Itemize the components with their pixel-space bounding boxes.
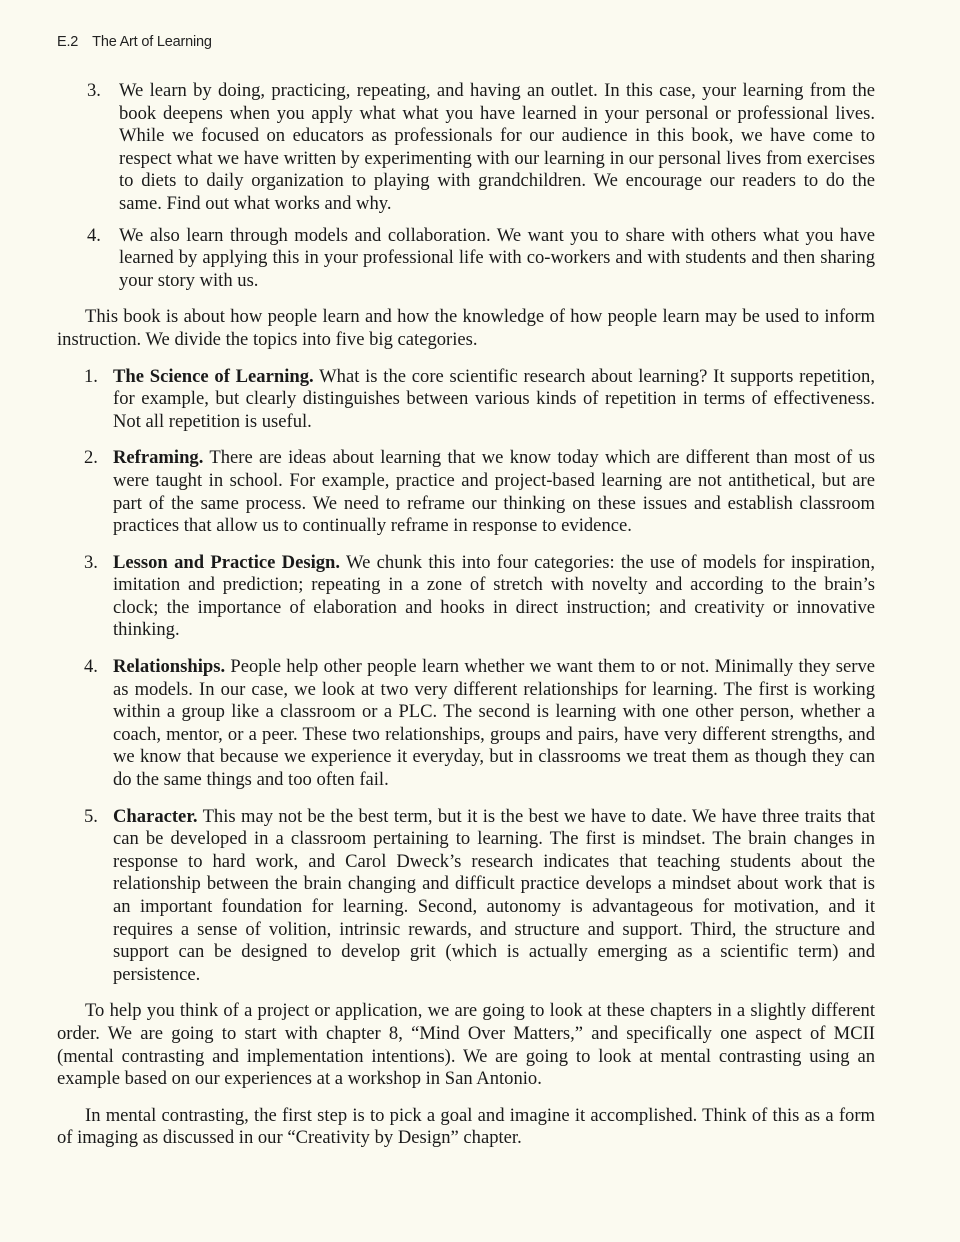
category-term: Character. <box>113 805 198 827</box>
list-item <box>57 656 875 792</box>
category-term: Relationships. <box>113 656 226 678</box>
page-folio: E.2 <box>57 34 79 50</box>
list-number: 1. <box>84 365 98 387</box>
category-term: The Science of Learning. <box>113 365 314 387</box>
running-head <box>57 34 212 50</box>
categories-list <box>57 366 875 987</box>
list-text: We learn by doing, practicing, repeating, and having an outlet. In this case, your learning from the book deepens when you apply what what you have learned in your personal or professional lives. While we focused on educators as professionals for our audience in this book, we have come to respect what we have written by experimenting with our learning in our personal lives from exercises to diets to daily organization to playing with grandchildren. We encourage our readers to do the same. Find out what works and why. <box>119 80 875 214</box>
list-item <box>57 80 875 216</box>
category-term: Lesson and Practice Design. <box>113 551 341 573</box>
list-text: We also learn through models and collaboration. We want you to share with others what you have learned by applying this in your professional life with co-workers and with students and then sharing your story with us. <box>119 224 875 291</box>
category-text: There are ideas about learning that we know today which are different than most of us were taught in school. For example, practice and project-based learning are not antithetical, but are part of the same process. We need to reframe our thinking on these issues and establish classroom practices that allow us to continually reframe in response to evidence. <box>113 447 876 537</box>
list-number: 5. <box>84 805 98 827</box>
running-title: The Art of Learning <box>92 34 212 50</box>
body-text <box>57 80 875 1164</box>
list-item <box>57 366 875 434</box>
list-item <box>57 225 875 293</box>
list-number: 3. <box>87 80 101 101</box>
list-number: 3. <box>84 551 98 573</box>
category-text: This may not be the best term, but it is the best we have to date. We have three traits that can be developed in a classroom pertaining to learning. The first is mindset. The brain changes in response to hard work, and Carol Dweck’s research indicates that teaching students about the relationship between the brain changing and difficult practice develops a mindset about work that is an important foundation for learning. Second, autonomy is advantageous for motivation, and it requires a sense of volition, intrinsic rewards, and structure and support. Third, the structure and support can be designed to develop grit (which is actually emerging as a scientific term) and persistence. <box>113 805 876 985</box>
list-number: 4. <box>84 656 98 678</box>
list-item <box>57 552 875 642</box>
list-item <box>57 447 875 537</box>
learning-principles-list <box>57 80 875 292</box>
category-text: We chunk this into four categories: the use of models for inspiration, imitation and prediction; repeating in a zone of stretch with novelty and according to the brain’s clock; the importance of elaboration and hooks in direct instruction; and creativity or innovative thinking. <box>113 551 875 641</box>
mental-contrasting-paragraph: In mental contrasting, the first step is to pick a goal and imagine it accomplished. Think of this as a form of imaging as discussed in our “Creativity by Design” chapter. <box>57 1104 875 1149</box>
project-paragraph: To help you think of a project or application, we are going to look at these chapters in a slightly different order. We are going to start with chapter 8, “Mind Over Matters,” and specifically one aspect of MCII (mental contrasting and implementation intentions). We are going to look at mental contrasting using an example based on our experiences at a workshop in San Antonio. <box>57 1000 875 1090</box>
list-number: 2. <box>84 447 98 469</box>
category-text: What is the core scientific research about learning? It supports repetition, for example, but clearly distinguishes between various kinds of repetition in terms of effectiveness. Not all repetition is useful. <box>113 365 875 432</box>
list-item <box>57 806 875 987</box>
list-number: 4. <box>87 224 101 246</box>
category-term: Reframing. <box>113 447 204 469</box>
intro-paragraph: This book is about how people learn and how the knowledge of how people learn may be used to inform instruction. We divide the topics into five big categories. <box>57 306 875 350</box>
category-text: People help other people learn whether we want them to or not. Minimally they serve as models. In our case, we look at two very different relationships for learning. The first is working within a group like a classroom or a PLC. The second is learning with one other person, whether a coach, mentor, or a peer. These two relationships, groups and pairs, have very different strengths, and we know that because we experience it everyday, but in classrooms we treat them as though they can do the same things and too often fail. <box>113 656 875 791</box>
